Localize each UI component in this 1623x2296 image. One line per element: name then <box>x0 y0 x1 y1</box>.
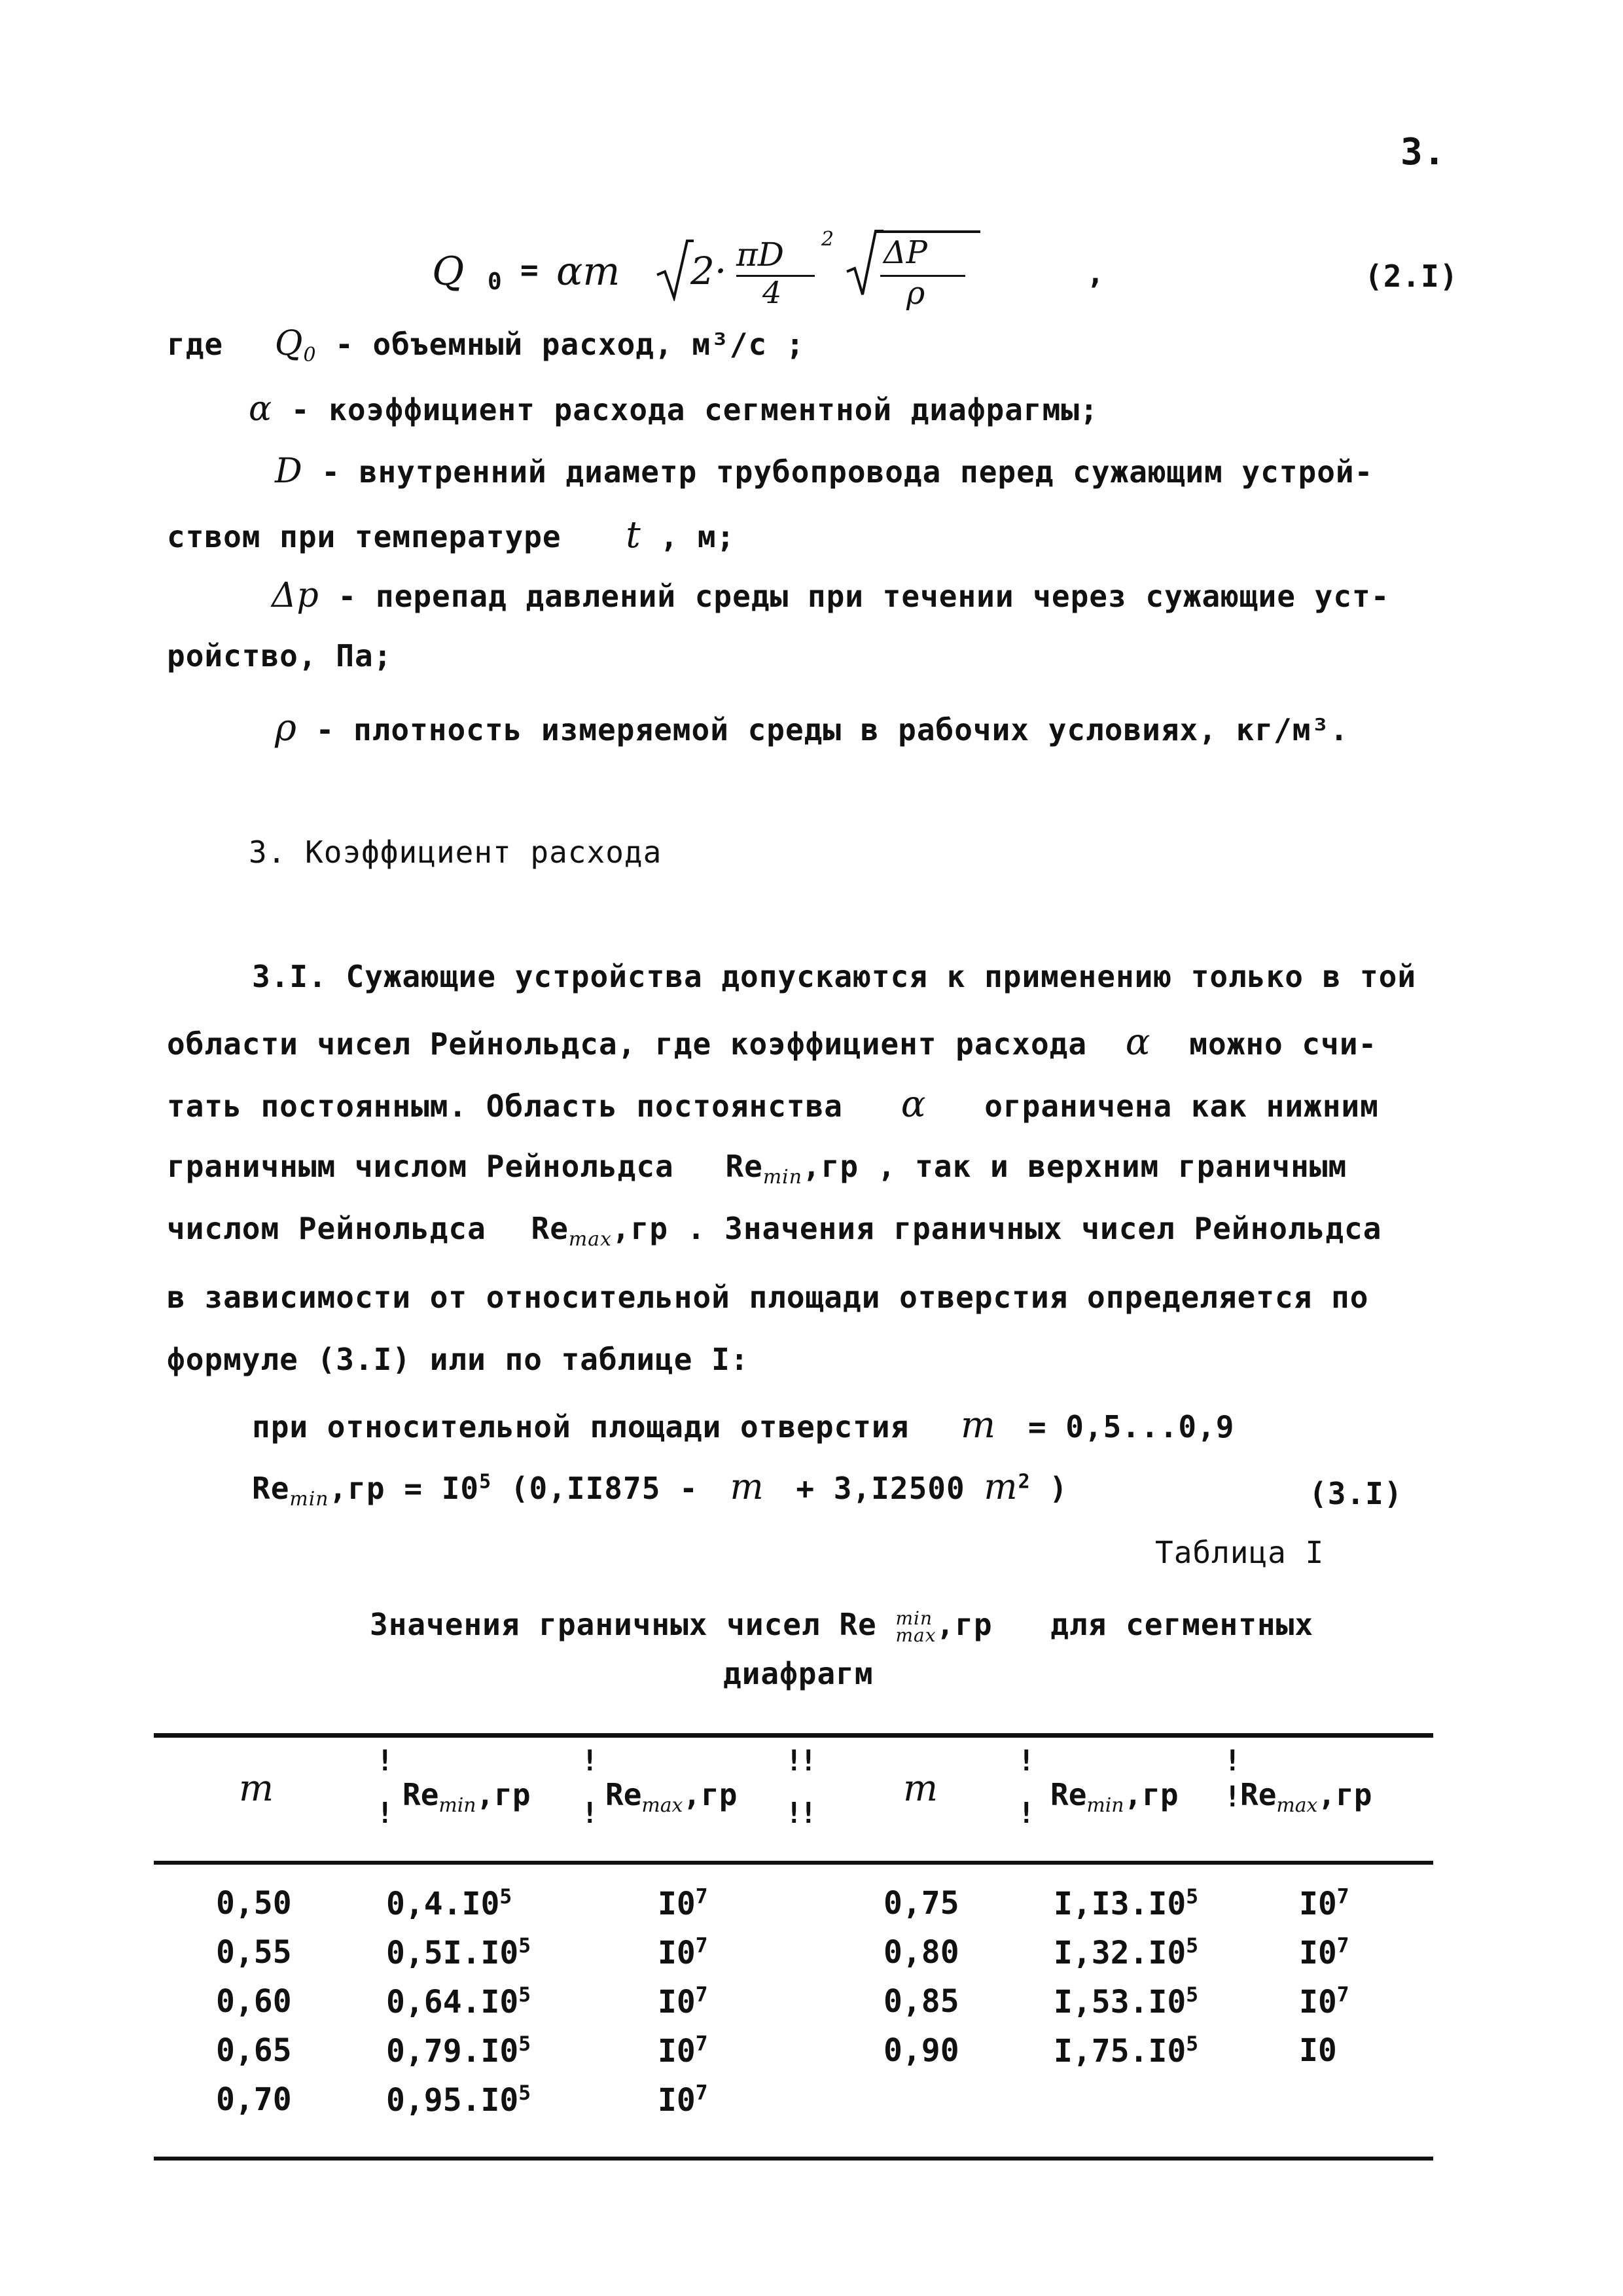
def-text-dp: - перепад давлений среды при течении через сужающие уст- <box>319 579 1390 614</box>
cell-min-val: I,75.I0 <box>1054 2033 1186 2070</box>
cell-min <box>386 1934 531 1971</box>
f31-sq: 2 <box>1018 1470 1031 1494</box>
hdr-re-sub: min <box>438 1794 476 1818</box>
cell-min-val: I,I3.I0 <box>1054 1886 1186 1922</box>
def-row-dp-cont <box>167 638 392 673</box>
cell-max-val: I0 <box>1299 1886 1337 1922</box>
def-row-dp <box>272 576 1389 615</box>
cell-min-val: 0,4.I0 <box>386 1886 500 1922</box>
def-text-rho: - плотность измеряемой среды в рабочих условиях, кг/м³. <box>296 712 1349 747</box>
sep-3b: ! <box>800 1744 817 1778</box>
cell-min-val: 0,5I.I0 <box>386 1935 519 1971</box>
cell-max-val: I0 <box>658 1984 696 2020</box>
sqrt-overline-2 <box>876 230 980 233</box>
formula-eq: = <box>520 252 539 287</box>
sep-1a: ! <box>376 1744 394 1778</box>
cell-max <box>1299 1983 1349 2020</box>
cell-m: 0,75 <box>883 1885 959 1922</box>
cell-max: I0 <box>1299 2032 1337 2069</box>
f31-m2: m <box>984 1466 1018 1507</box>
cell-max <box>658 2032 708 2070</box>
cell-m: 0,60 <box>216 1983 292 2020</box>
hdr-re-gr: ,гр <box>1317 1777 1372 1812</box>
sep-5b: ! <box>1224 1780 1241 1814</box>
cell-min <box>1054 1934 1198 1971</box>
header-m-left: m <box>239 1767 274 1810</box>
para-l3a: тать постоянным. Область постоянства <box>167 1088 843 1124</box>
caption-gr: ,гр <box>936 1607 993 1642</box>
para-l5-gr: ,гр <box>611 1211 669 1246</box>
para-l5-re: Re <box>531 1211 569 1246</box>
para-l2b: можно счи- <box>1189 1026 1378 1062</box>
sep-4a: ! <box>1018 1744 1035 1778</box>
para-line-3 <box>167 1083 1379 1126</box>
hdr-re: Re <box>1050 1777 1087 1812</box>
caption-max: max <box>895 1624 936 1646</box>
f31-plus: + 3,I2500 <box>796 1471 965 1506</box>
def-text-dp-cont: ройство, Па; <box>167 638 393 673</box>
condition-text: при относительной площади отверстия <box>252 1409 910 1444</box>
cell-max-val: I0 <box>1299 1984 1337 2020</box>
def-sym-t: t <box>626 514 641 556</box>
def-text-q: - объемный расход, м³/с ; <box>316 327 805 362</box>
table-caption <box>370 1607 1314 1646</box>
sqrt-sign-1 <box>654 236 694 301</box>
cell-max-pow: 7 <box>1336 1934 1349 1958</box>
sep-3a: ! <box>785 1744 803 1778</box>
sep-1b: ! <box>376 1797 394 1830</box>
para-line-6: в зависимости от относительной площади отверстия определяется по <box>167 1280 1369 1315</box>
formula-rho: ρ <box>906 275 925 312</box>
hdr-re: Re <box>1240 1777 1277 1812</box>
sep-2a: ! <box>581 1744 599 1778</box>
table-header-rule <box>154 1861 1433 1865</box>
condition-line <box>252 1404 1234 1446</box>
cell-max-pow: 7 <box>695 1934 708 1958</box>
formula-lhs-sub: 0 <box>488 268 503 295</box>
table-bottom-rule <box>154 2157 1433 2161</box>
para-line-5 <box>167 1211 1382 1251</box>
section-heading: 3. Коэффициент расхода <box>249 834 662 870</box>
sep-3c: ! <box>785 1797 803 1830</box>
cell-max <box>658 2081 708 2119</box>
para-l4-re: Re <box>725 1149 763 1184</box>
def-tail-t: , м; <box>660 519 736 554</box>
cell-max-val: I0 <box>1299 1935 1337 1971</box>
cell-min-pow: 5 <box>1186 2032 1199 2056</box>
header-remin-right <box>1050 1777 1179 1817</box>
cell-max-pow: 7 <box>1336 1983 1349 2007</box>
cell-min-val: 0,79.I0 <box>386 2033 519 2070</box>
cell-min-val: I,53.I0 <box>1054 1984 1186 2020</box>
cell-min-pow: 5 <box>518 2032 531 2056</box>
cell-m: 0,50 <box>216 1885 292 1922</box>
caption-minmax <box>895 1607 936 1646</box>
condition-range: = 0,5...0,9 <box>1027 1409 1235 1444</box>
cell-max-pow: 7 <box>695 2081 708 2105</box>
para-line-4 <box>167 1149 1347 1189</box>
condition-m: m <box>961 1404 997 1446</box>
cell-m: 0,85 <box>883 1983 959 2020</box>
def-sym-q: Q <box>274 324 304 363</box>
def-row-alpha <box>249 389 1099 429</box>
cell-max-pow: 7 <box>1336 1885 1349 1909</box>
cell-min <box>386 1885 512 1922</box>
para-l4b: , так и верхним граничным <box>877 1149 1347 1184</box>
formula-label: (2.I) <box>1364 259 1459 294</box>
f31-close: ) <box>1049 1471 1068 1506</box>
formula-pi-sup: 2 <box>821 228 834 251</box>
def-sym-dp: Δp <box>272 576 319 615</box>
cell-m: 0,70 <box>216 2081 292 2118</box>
header-remax-left <box>605 1777 738 1817</box>
cell-max <box>658 1885 708 1922</box>
table-label: Таблица I <box>1155 1535 1325 1570</box>
def-sym-rho: ρ <box>275 707 297 749</box>
cell-min-val: 0,95.I0 <box>386 2082 519 2119</box>
cell-max <box>1299 1934 1349 1971</box>
hdr-re: Re <box>605 1777 642 1812</box>
cell-min-pow: 5 <box>1186 1983 1199 2007</box>
formula-dp: ΔP <box>883 234 927 271</box>
para-l5-sub: max <box>568 1228 612 1251</box>
cell-max <box>1299 1885 1349 1922</box>
cell-min-pow: 5 <box>518 1983 531 2007</box>
def-text-d: - внутренний диаметр трубопровода перед сужающим устрой- <box>302 454 1374 490</box>
sqrt-sign-2 <box>844 226 883 298</box>
table-caption-line2: диафрагм <box>723 1656 874 1691</box>
hdr-re-gr: ,гр <box>1124 1777 1179 1812</box>
def-row-rho <box>275 707 1349 749</box>
cell-m: 0,55 <box>216 1934 292 1971</box>
cell-min-pow: 5 <box>518 1934 531 1958</box>
def-text-d-cont: ством при температуре <box>167 519 562 554</box>
f31-paren: (0,II875 - <box>510 1471 698 1506</box>
para-l2-alpha: α <box>1125 1021 1151 1064</box>
cell-m: 0,65 <box>216 2032 292 2069</box>
def-row-q <box>167 324 805 367</box>
formula-pi-den: 4 <box>762 275 782 310</box>
cell-min <box>386 2032 531 2070</box>
def-prefix: где <box>167 327 224 362</box>
cell-max-val: I0 <box>658 2082 696 2119</box>
hdr-re-sub: min <box>1086 1794 1124 1818</box>
cell-max-pow: 7 <box>695 2032 708 2056</box>
cell-max-val: I0 <box>658 1886 696 1922</box>
para-l4-sub: min <box>762 1166 802 1189</box>
f31-pow: 5 <box>479 1470 492 1494</box>
formula-sqrt2: 2· <box>690 249 727 293</box>
cell-min-val: I,32.I0 <box>1054 1935 1186 1971</box>
para-line-2 <box>167 1021 1377 1064</box>
para-l4a: граничным числом Рейнольдса <box>167 1149 674 1184</box>
para-l5a: числом Рейнольдса <box>167 1211 486 1246</box>
sep-3d: ! <box>800 1797 817 1830</box>
sep-5a: ! <box>1224 1744 1241 1778</box>
table-top-rule <box>154 1733 1433 1738</box>
cell-min-pow: 5 <box>499 1885 512 1909</box>
hdr-re-sub: max <box>641 1794 683 1818</box>
cell-min <box>1054 2032 1198 2070</box>
formula-pi-num: πD <box>736 236 784 274</box>
formula-3-1 <box>252 1466 1068 1511</box>
cell-min-val: 0,64.I0 <box>386 1984 519 2020</box>
hdr-re: Re <box>402 1777 439 1812</box>
cell-max-pow: 7 <box>695 1885 708 1909</box>
cell-max <box>658 1934 708 1971</box>
cell-min <box>386 1983 531 2020</box>
caption-b: для сегментных <box>1050 1607 1314 1642</box>
def-sym-q-sub: 0 <box>303 344 317 367</box>
cell-max-val: I0 <box>658 2033 696 2070</box>
def-sym-d: D <box>275 452 303 491</box>
cell-m: 0,90 <box>883 2032 959 2069</box>
formula-alpha-m: αm <box>556 249 620 295</box>
f31-m1: m <box>730 1466 764 1507</box>
sep-2b: ! <box>581 1797 599 1830</box>
formula-comma: , <box>1086 255 1105 291</box>
caption-a: Значения граничных чисел Re <box>370 1607 877 1642</box>
para-l3b: ограничена как нижним <box>984 1088 1379 1124</box>
hdr-re-gr: ,гр <box>683 1777 738 1812</box>
f31-gr: ,гр <box>329 1471 385 1506</box>
cell-min-pow: 5 <box>518 2081 531 2105</box>
para-l2a: области чисел Рейнольдса, где коэффициент расхода <box>167 1026 1088 1062</box>
para-l5b: . Значения граничных чисел Рейнольдса <box>687 1211 1382 1246</box>
cell-max-pow: 7 <box>695 1983 708 2007</box>
cell-min <box>1054 1983 1198 2020</box>
header-m-right: m <box>903 1767 938 1810</box>
cell-max <box>658 1983 708 2020</box>
cell-max-val: I0 <box>658 1935 696 1971</box>
para-l4-gr: ,гр <box>802 1149 859 1184</box>
header-remin-left <box>402 1777 531 1817</box>
f31-sub: min <box>289 1488 329 1511</box>
def-text-alpha: - коэффициент расхода сегментной диафрагмы; <box>272 392 1099 427</box>
hdr-re-sub: max <box>1276 1794 1318 1818</box>
formula-3-1-label: (3.I) <box>1309 1476 1403 1511</box>
cell-min <box>1054 1885 1198 1922</box>
para-line-7: формуле (3.I) или по таблице I: <box>167 1342 749 1377</box>
f31-body: = I0 <box>404 1471 480 1506</box>
cell-min-pow: 5 <box>1186 1885 1199 1909</box>
def-row-d-cont <box>167 514 735 556</box>
hdr-re-gr: ,гр <box>476 1777 531 1812</box>
cell-min <box>386 2081 531 2119</box>
sep-4b: ! <box>1018 1797 1035 1830</box>
caption-min: min <box>895 1607 933 1630</box>
def-sym-alpha: α <box>249 389 273 429</box>
page-number: 3. <box>1400 131 1446 173</box>
cell-min-pow: 5 <box>1186 1934 1199 1958</box>
header-remax-right <box>1240 1777 1372 1817</box>
para-l3-alpha: α <box>901 1083 927 1126</box>
def-row-d <box>275 452 1373 491</box>
para-line-1: 3.I. Сужающие устройства допускаются к применению только в той <box>252 959 1417 994</box>
formula-lhs: Q <box>432 249 465 295</box>
f31-re: Re <box>252 1471 290 1506</box>
cell-m: 0,80 <box>883 1934 959 1971</box>
